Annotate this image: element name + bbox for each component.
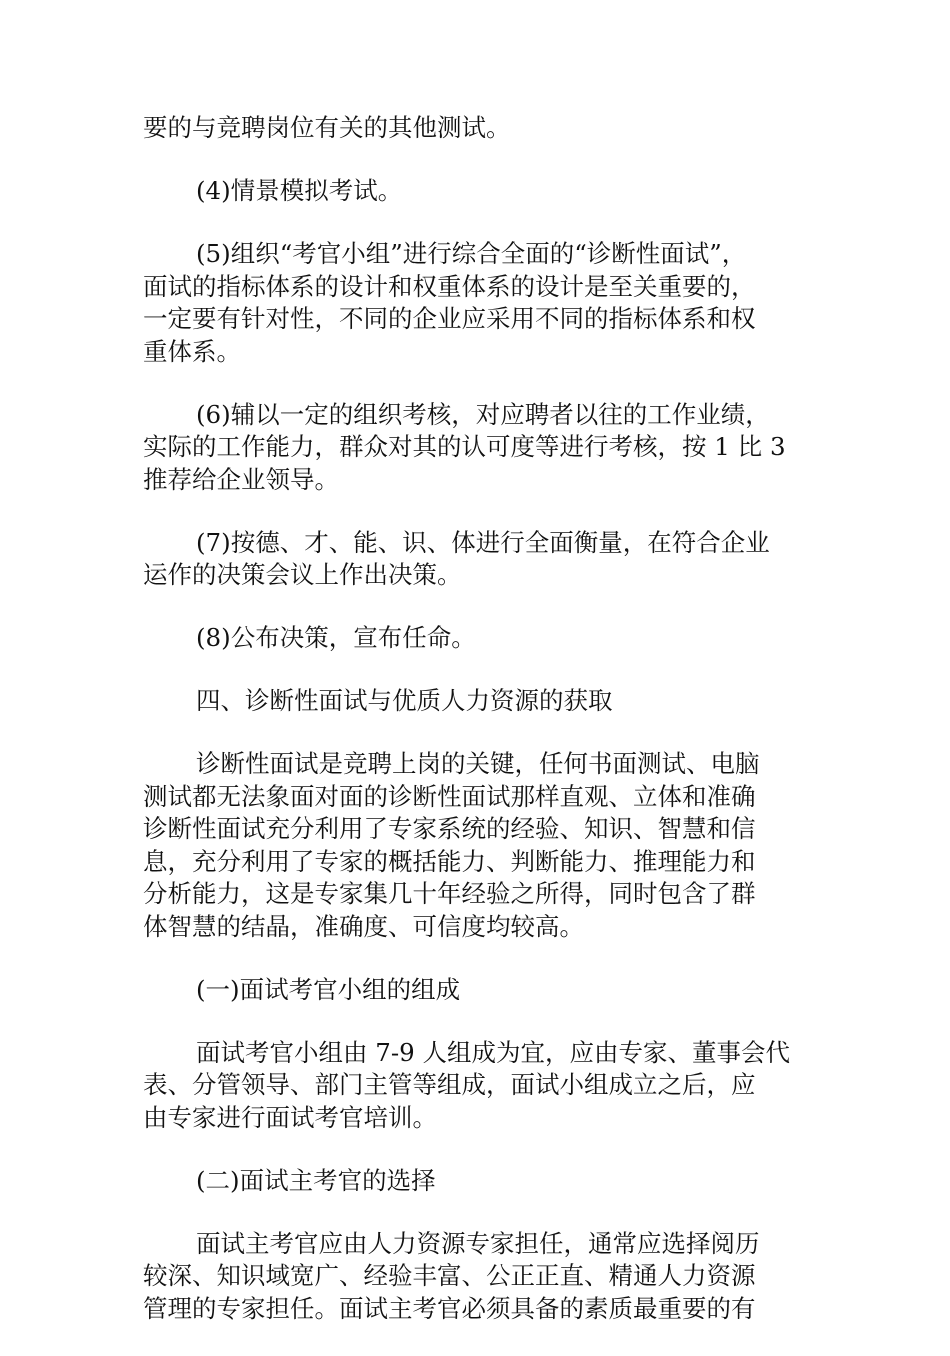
text-line: 要的与竞聘岗位有关的其他测试。 <box>143 113 511 142</box>
text-line: 面试主考官应由人力资源专家担任，通常应选择阅历 <box>196 1228 760 1258</box>
text-line: 四、诊断性面试与优质人力资源的获取 <box>196 686 613 715</box>
subsection-heading <box>143 974 809 1007</box>
section-heading <box>143 685 809 718</box>
text-line: 表、分管领导、部门主管等组成，面试小组成立之后，应 <box>143 1070 756 1099</box>
paragraph <box>143 527 809 592</box>
text-line: 体智慧的结晶，准确度、可信度均较高。 <box>143 911 584 941</box>
text-line: (4)情景模拟考试。 <box>196 176 403 205</box>
paragraph <box>143 399 809 497</box>
text-line: (8)公布决策，宣布任命。 <box>196 623 476 652</box>
subsection-heading <box>143 1165 809 1198</box>
paragraph <box>143 1037 809 1135</box>
paragraph <box>143 622 809 655</box>
text-line: 测试都无法象面对面的诊断性面试那样直观、立体和准确 <box>143 781 756 811</box>
text-line: (一)面试考官小组的组成 <box>196 974 461 1004</box>
text-line: (二)面试主考官的选择 <box>196 1165 436 1195</box>
text-line: 运作的决策会议上作出决策。 <box>143 560 462 589</box>
text-line: 面试考官小组由 7-9 人组成为宜，应由专家、董事会代 <box>196 1037 791 1067</box>
text-line: (5)组织“考官小组”进行综合全面的“诊断性面试”， <box>196 239 747 268</box>
paragraph <box>143 175 809 208</box>
text-line: 重体系。 <box>143 336 241 366</box>
text-line: (6)辅以一定的组织考核，对应聘者以往的工作业绩， <box>196 399 770 429</box>
text-line: 息，充分利用了专家的概括能力、判断能力、推理能力和 <box>143 846 756 876</box>
document-body <box>143 112 809 1356</box>
text-line: 诊断性面试充分利用了专家系统的经验、知识、智慧和信 <box>143 814 756 843</box>
text-line: 较深、知识域宽广、经验丰富、公正正直、精通人力资源 <box>143 1261 756 1290</box>
text-line: 实际的工作能力，群众对其的认可度等进行考核，按 1 比 3 <box>143 432 786 461</box>
paragraph <box>143 238 809 368</box>
paragraph <box>143 1228 809 1326</box>
text-line: 诊断性面试是竞聘上岗的关键，任何书面测试、电脑 <box>196 749 760 778</box>
paragraph <box>143 112 809 145</box>
text-line: 面试的指标体系的设计和权重体系的设计是至关重要的， <box>143 271 756 301</box>
text-line: 管理的专家担任。面试主考官必须具备的素质最重要的有 <box>143 1293 756 1323</box>
text-line: 一定要有针对性，不同的企业应采用不同的指标体系和权 <box>143 304 756 333</box>
text-line: (7)按德、才、能、识、体进行全面衡量，在符合企业 <box>196 527 770 557</box>
text-line: 由专家进行面试考官培训。 <box>143 1102 437 1132</box>
text-line: 分析能力，这是专家集几十年经验之所得，同时包含了群 <box>143 879 756 908</box>
paragraph <box>143 748 809 943</box>
text-line: 推荐给企业领导。 <box>143 464 339 494</box>
